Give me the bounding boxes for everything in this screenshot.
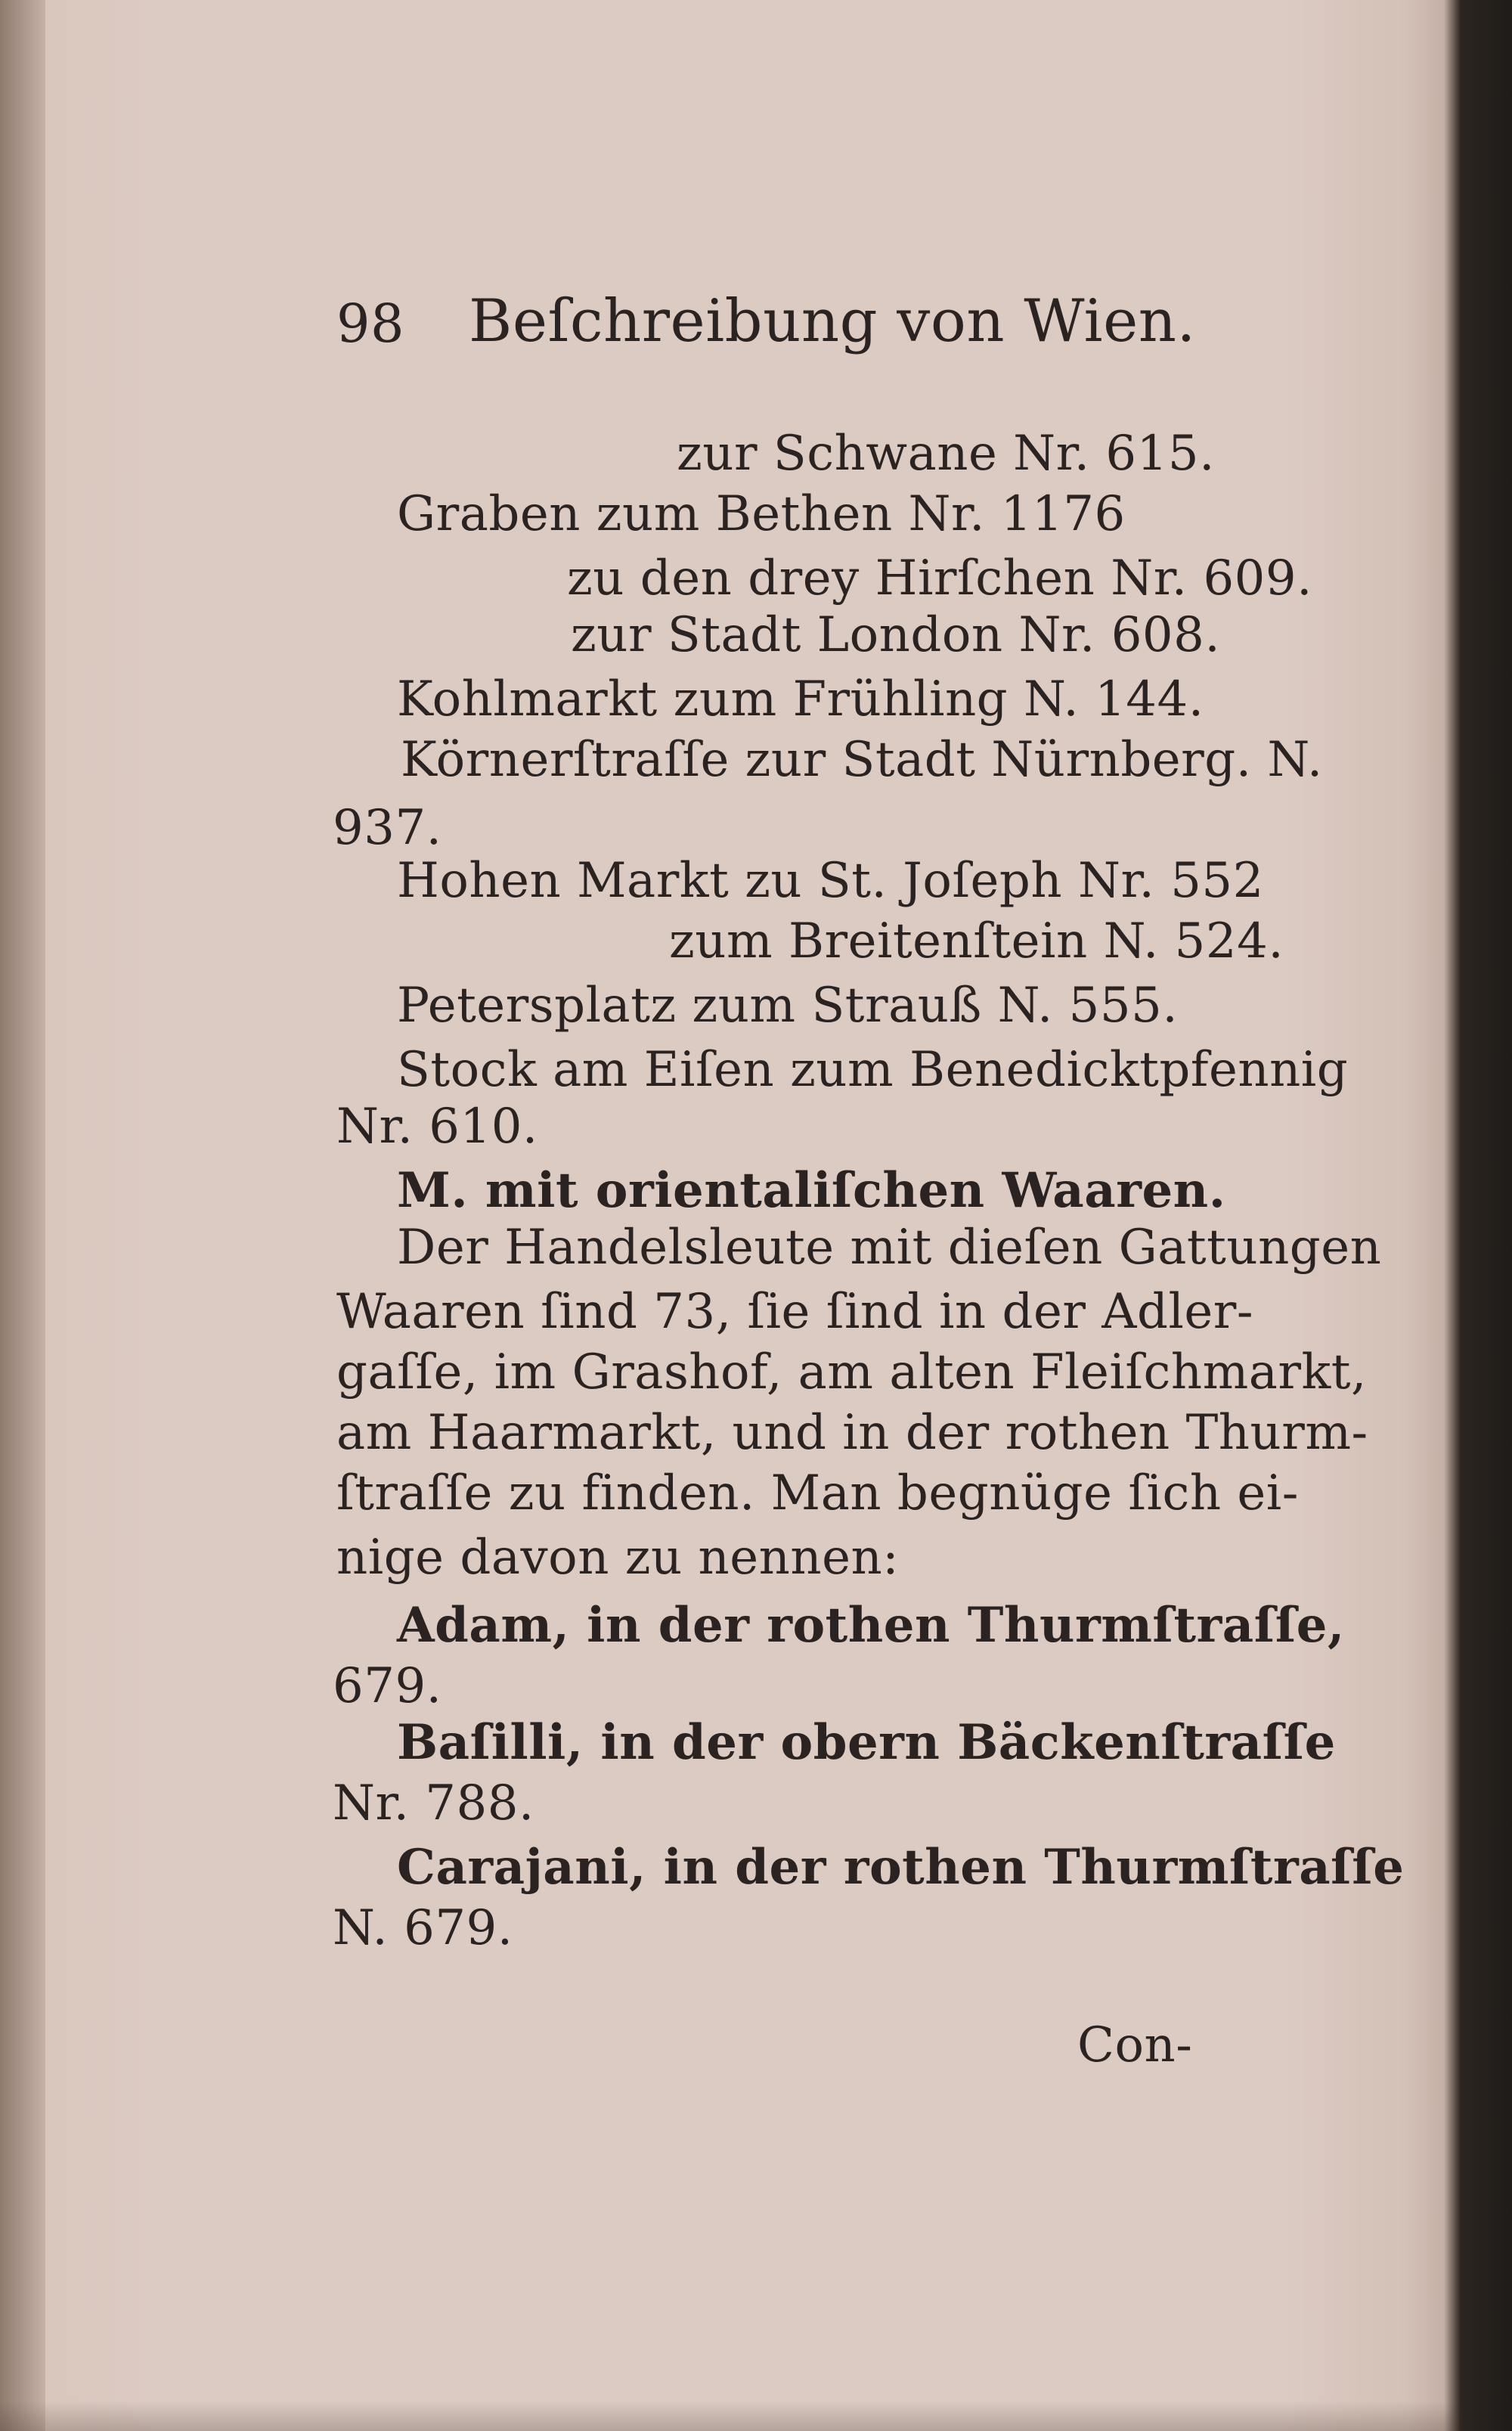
text-line: Waaren ſind 73, ſie ſind in der Adler- bbox=[336, 1284, 1253, 1340]
text-line: Der Handelsleute mit dieſen Gattungen bbox=[397, 1220, 1382, 1276]
text-line: zur Schwane Nr. 615. bbox=[677, 426, 1215, 482]
text-line: Stock am Eiſen zum Benedicktpfennig bbox=[397, 1042, 1349, 1098]
text-line: zum Breitenſtein N. 524. bbox=[669, 913, 1284, 969]
text-line: zur Stadt London Nr. 608. bbox=[571, 607, 1221, 663]
merchant-entry: Carajani, in der rothen Thurmſtraſſe bbox=[397, 1839, 1405, 1896]
text-line: Kohlmarkt zum Frühling N. 144. bbox=[397, 671, 1204, 727]
text-line: 937. bbox=[333, 800, 442, 856]
page-number: 98 bbox=[336, 293, 405, 355]
merchant-entry: Baſilli, in der obern Bäckenſtraſſe bbox=[397, 1714, 1336, 1771]
text-line: ſtraſſe zu finden. Man begnüge ſich ei- bbox=[336, 1465, 1299, 1521]
text-line: Petersplatz zum Strauß N. 555. bbox=[397, 978, 1179, 1034]
text-line: zu den drey Hirſchen Nr. 609. bbox=[567, 550, 1312, 606]
catchword: Con- bbox=[1077, 2017, 1193, 2073]
section-heading: M. mit orientaliſchen Waaren. bbox=[397, 1162, 1226, 1219]
text-line: 679. bbox=[333, 1658, 442, 1714]
merchant-entry: Adam, in der rothen Thurmſtraſſe, bbox=[397, 1597, 1345, 1654]
text-line: gaſſe, im Grashof, am alten Fleiſchmarkt, bbox=[336, 1344, 1367, 1400]
text-line: nige davon zu nennen: bbox=[336, 1530, 900, 1586]
text-line: Graben zum Bethen Nr. 1176 bbox=[397, 486, 1126, 542]
text-line: Körnerſtraſſe zur Stadt Nürnberg. N. bbox=[401, 732, 1323, 788]
text-line: Nr. 610. bbox=[336, 1099, 538, 1155]
text-line: Nr. 788. bbox=[333, 1775, 534, 1831]
running-title: Beſchreibung von Wien. bbox=[469, 287, 1196, 355]
text-line: Hohen Markt zu St. Joſeph Nr. 552 bbox=[397, 853, 1264, 909]
text-line: N. 679. bbox=[333, 1900, 513, 1956]
text-line: am Haarmarkt, und in der rothen Thurm- bbox=[336, 1405, 1368, 1461]
